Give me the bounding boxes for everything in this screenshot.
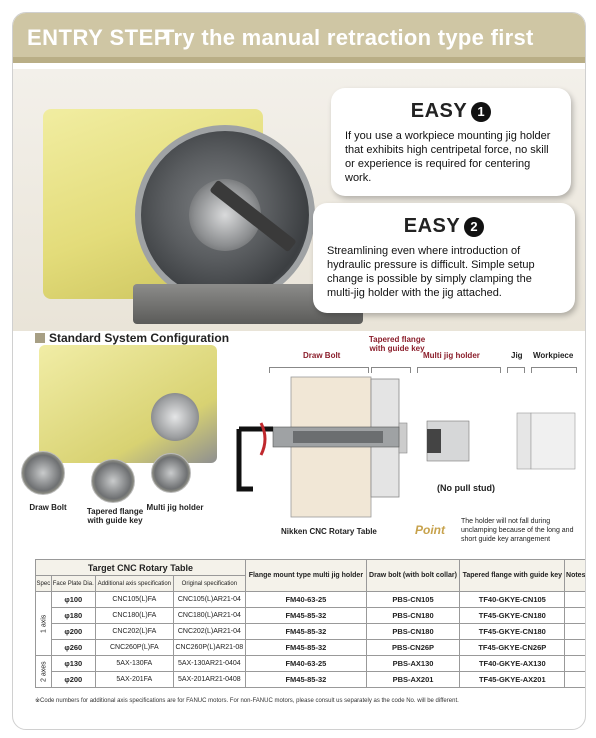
cell-tapered: TF45-GKYE-CN180: [460, 608, 565, 624]
header-tapered: Tapered flange with guide key: [460, 560, 565, 592]
cell-draw: PBS-CN105: [366, 592, 459, 608]
cell-dia: φ100: [51, 592, 95, 608]
point-text: The holder will not fall during unclamping because of the long and short guide key arrangement: [461, 518, 574, 543]
cell-orig: CNC180(L)AR21-04: [173, 608, 245, 624]
table-row: [36, 672, 587, 688]
diag-draw-bolt-label: Draw Bolt: [303, 351, 341, 360]
cell-tapered: TF45-GKYE-CN180: [460, 624, 565, 640]
table-row: [36, 640, 587, 656]
axis-2-label: 2 axes: [36, 656, 52, 688]
spec-table: [35, 559, 586, 688]
cell-tapered: TF45-GKYE-CN26P: [460, 640, 565, 656]
entry-step-title: ENTRY STEP: [27, 25, 169, 50]
no-pull-stud-label: (No pull stud): [437, 483, 495, 493]
header-additional: Additional axis specification: [95, 576, 173, 592]
cell-tapered: TF40-GKYE-AX130: [460, 656, 565, 672]
flange-photo: [91, 459, 135, 503]
jig-holder-photo-2: [151, 453, 191, 493]
cell-flange: FM40-63-25: [245, 656, 366, 672]
easy-1-number: 1: [471, 102, 491, 122]
diag-multi-jig-label: Multi jig holder: [423, 351, 480, 360]
header-banner: [13, 13, 586, 63]
cell-draw: PBS-CN26P: [366, 640, 459, 656]
table-row: [36, 608, 587, 624]
cell-dia: φ200: [51, 672, 95, 688]
header-original: Original specification: [173, 576, 245, 592]
page-frame: [12, 12, 586, 730]
easy-2-title: EASY: [403, 215, 461, 237]
cell-orig: CNC105(L)AR21-04: [173, 592, 245, 608]
cell-dia: φ180: [51, 608, 95, 624]
cell-draw: PBS-AX201: [366, 672, 459, 688]
cell-orig: 5AX-130AR21-0404: [173, 656, 245, 672]
diag-workpiece-label: Workpiece: [533, 351, 574, 360]
cell-dia: φ200: [51, 624, 95, 640]
cell-notes: [565, 608, 586, 624]
jig-holder-caption: Multi jig holder: [146, 503, 204, 512]
point-callout: [415, 515, 586, 547]
table-row: [36, 656, 587, 672]
cell-notes: [565, 656, 586, 672]
cell-draw: PBS-AX130: [366, 656, 459, 672]
cell-orig: 5AX-201AR21-0408: [173, 672, 245, 688]
easy-2-card: [313, 203, 575, 313]
section-title-text: Standard System Configuration: [49, 331, 230, 345]
cell-notes: [565, 592, 586, 608]
cell-dia: φ130: [51, 656, 95, 672]
cell-add: 5AX-130FA: [95, 656, 173, 672]
easy-2-number: 2: [464, 217, 484, 237]
cell-flange: FM45-85-32: [245, 640, 366, 656]
square-bullet-icon: [35, 333, 45, 343]
cell-tapered: TF40-GKYE-CN105: [460, 592, 565, 608]
easy-1-heading: [331, 100, 571, 123]
cell-add: CNC260P(L)FA: [95, 640, 173, 656]
cell-add: CNC202(L)FA: [95, 624, 173, 640]
table-row: [36, 592, 587, 608]
table-row: [36, 624, 587, 640]
cell-notes: [565, 624, 586, 640]
header-face: Face Plate Dia.: [51, 576, 95, 592]
easy-1-title: EASY: [410, 100, 468, 122]
easy-1-body: If you use a workpiece mounting jig holder that exhibits high centripetal force, no skill or experience is required for centering work.: [345, 130, 551, 184]
draw-bolt-caption: Draw Bolt: [29, 503, 67, 512]
cell-draw: PBS-CN180: [366, 608, 459, 624]
rotary-table-label: Nikken CNC Rotary Table: [281, 527, 377, 536]
cell-orig: CNC202(L)AR21-04: [173, 624, 245, 640]
cell-flange: FM40-63-25: [245, 592, 366, 608]
header-subtitle: Try the manual retraction type first: [161, 25, 534, 50]
cell-notes: [565, 640, 586, 656]
diag-tapered-flange-label: Tapered flange with guide key: [368, 335, 426, 353]
cell-add: 5AX-201FA: [95, 672, 173, 688]
jig-holder-small-photo: [151, 393, 199, 441]
section-title: [35, 331, 229, 345]
easy-1-card: [331, 88, 571, 196]
table-title: Target CNC Rotary Table: [36, 560, 246, 576]
axis-1-label: 1 axis: [36, 592, 52, 656]
diag-jig-label: Jig: [511, 351, 523, 360]
header-flange: Flange mount type multi jig holder: [245, 560, 366, 592]
cell-draw: PBS-CN180: [366, 624, 459, 640]
header-notes: Notes: [565, 560, 586, 592]
cell-flange: FM45-85-32: [245, 624, 366, 640]
footnote: ※Code numbers for additional axis specifications are for FANUC motors. For non-FANUC motors, please consult us separately as the code No. will be different.: [35, 698, 459, 704]
cell-orig: CNC260P(L)AR21-08: [173, 640, 245, 656]
cell-add: CNC105(L)FA: [95, 592, 173, 608]
draw-bolt-photo: [21, 451, 65, 495]
cell-add: CNC180(L)FA: [95, 608, 173, 624]
header-draw-bolt: Draw bolt (with bolt collar): [366, 560, 459, 592]
cell-tapered: TF45-GKYE-AX201: [460, 672, 565, 688]
flange-caption: Tapered flange with guide key: [86, 507, 144, 525]
cell-dia: φ260: [51, 640, 95, 656]
easy-2-body: Streamlining even where introduction of hydraulic pressure is difficult. Simple setup change is possible by simply clamping the multi-jig holder with the jig attached.: [327, 245, 535, 299]
point-badge: Point: [415, 523, 445, 537]
cell-flange: FM45-85-32: [245, 672, 366, 688]
easy-2-heading: [313, 215, 575, 238]
cell-notes: [565, 672, 586, 688]
header-spec: Spec: [36, 576, 52, 592]
system-diagram: [233, 369, 586, 529]
cell-flange: FM45-85-32: [245, 608, 366, 624]
